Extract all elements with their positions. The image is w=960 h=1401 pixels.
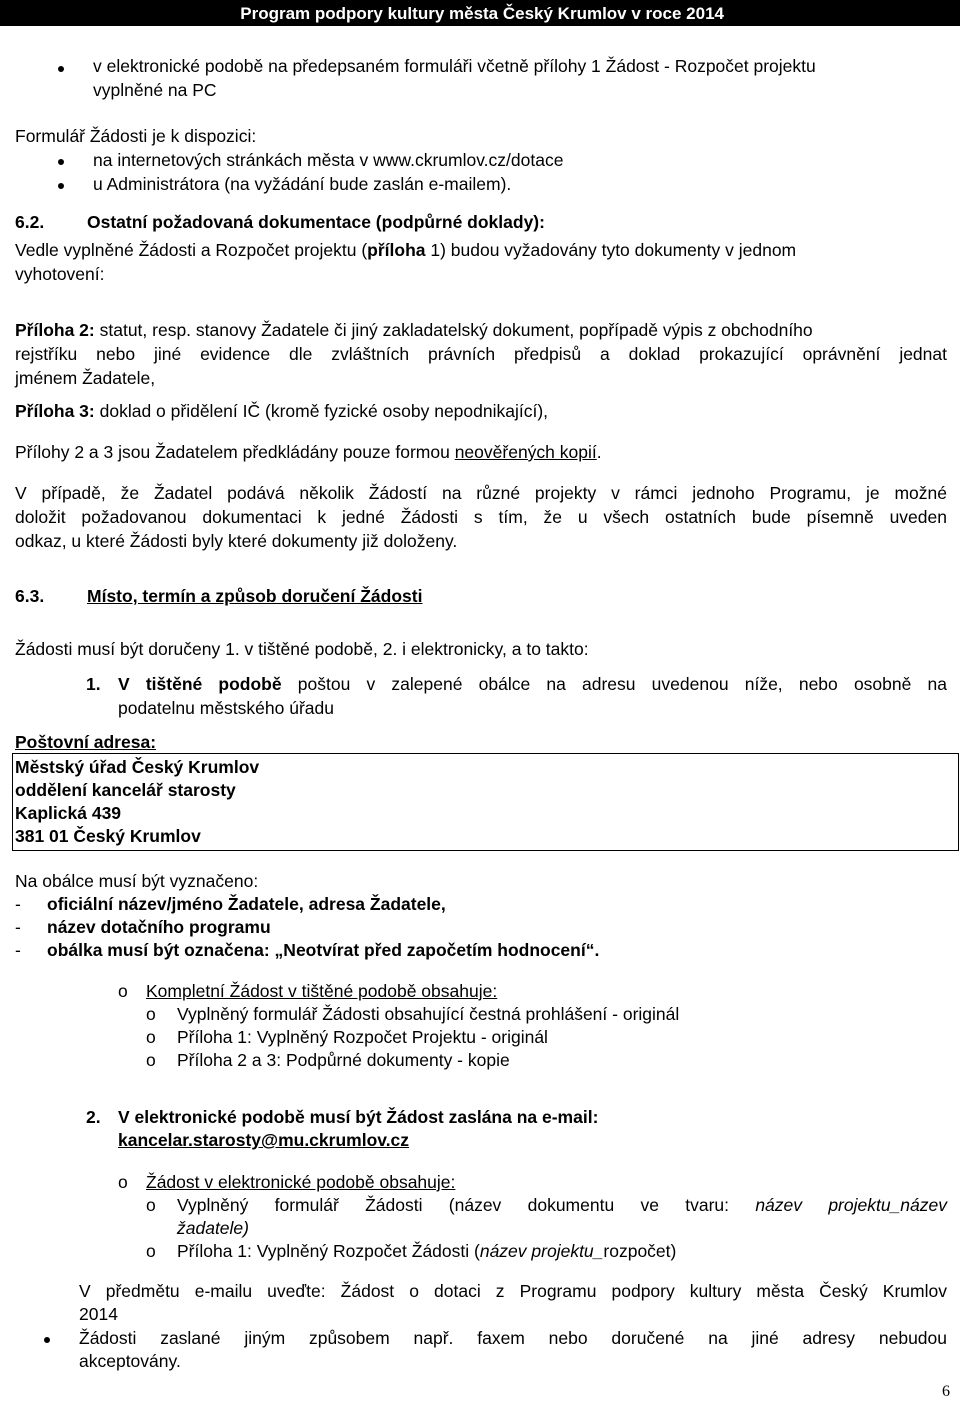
printed-item: Vyplněný formulář Žádosti obsahující čestná prohlášení - originál xyxy=(177,1004,680,1024)
paragraph-line: podatelnu městského úřadu xyxy=(118,698,334,718)
list-marker: o xyxy=(146,1050,156,1070)
address-line: Kaplická 439 xyxy=(15,803,122,823)
list-marker: o xyxy=(146,1027,156,1047)
electronic-heading: Žádost v elektronické podobě obsahuje: xyxy=(146,1172,456,1192)
bullet-dot xyxy=(58,66,64,72)
electronic-item: Příloha 1: Vyplněný Rozpočet Žádosti (název projektu_rozpočet) xyxy=(177,1241,677,1261)
list-number: 2. xyxy=(86,1107,101,1127)
address-line: Městský úřad Český Krumlov xyxy=(15,757,260,777)
paragraph-line: vyhotovení: xyxy=(15,264,105,284)
header-title: Program podpory kultury města Český Krumlov v roce 2014 xyxy=(240,4,724,23)
envelope-item: oficiální název/jméno Žadatele, adresa Žadatele, xyxy=(47,894,446,914)
dash-marker: - xyxy=(15,917,21,937)
printed-item: Příloha 2 a 3: Podpůrné dokumenty - kopie xyxy=(177,1050,510,1070)
paragraph-line: odkaz, u které Žádosti byly které dokumenty již doloženy. xyxy=(15,531,458,551)
form-availability-intro: Formulář Žádosti je k dispozici: xyxy=(15,126,257,146)
paragraph-line: rejstříku nebo jiné evidence dle zvláštních právních předpisů a doklad prokazující oprávnění jednat xyxy=(15,344,947,364)
electronic-item-cont: žadatele) xyxy=(177,1218,249,1238)
attachment-2-line: Příloha 2: statut, resp. stanovy Žadatele či jiný zakladatelský dokument, popřípadě výpis z obchodního xyxy=(15,320,813,340)
bullet-dot xyxy=(44,1337,50,1343)
delivery-intro: Žádosti musí být doručeny 1. v tištěné podobě, 2. i elektronicky, a to takto: xyxy=(15,639,589,659)
list-number: 1. xyxy=(86,674,101,694)
address-line: 381 01 Český Krumlov xyxy=(15,826,201,846)
paragraph-line: Vedle vyplněné Žádosti a Rozpočet projektu (příloha 1) budou vyžadovány tyto dokumenty v jednom xyxy=(15,240,797,260)
bullet-text: na internetových stránkách města v www.ckrumlov.cz/dotace xyxy=(93,150,564,170)
list-marker: o xyxy=(118,1172,128,1192)
bullet-dot xyxy=(58,159,64,165)
other-delivery-note-cont: akceptovány. xyxy=(79,1351,181,1371)
bullet-text: v elektronické podobě na předepsaném formuláři včetně přílohy 1 Žádost - Rozpočet projektu xyxy=(93,56,816,76)
subject-line-cont: 2014 xyxy=(79,1304,118,1324)
printed-heading: Kompletní Žádost v tištěné podobě obsahuje: xyxy=(146,981,498,1001)
delivery-item-2: V elektronické podobě musí být Žádost zaslána na e-mail: xyxy=(118,1107,599,1127)
other-delivery-note: Žádosti zaslané jiným způsobem např. faxem nebo doručené na jiné adresy nebudou xyxy=(79,1328,947,1348)
dash-marker: - xyxy=(15,894,21,914)
section-title: Místo, termín a způsob doručení Žádosti xyxy=(87,586,423,606)
email-address: kancelar.starosty@mu.ckrumlov.cz xyxy=(118,1130,410,1150)
list-marker: o xyxy=(146,1004,156,1024)
page-number: 6 xyxy=(942,1383,950,1400)
list-marker: o xyxy=(146,1195,156,1215)
copies-note: Přílohy 2 a 3 jsou Žadatelem předkládány pouze formou neověřených kopií. xyxy=(15,442,602,462)
dash-marker: - xyxy=(15,940,21,960)
subject-line: V předmětu e-mailu uveďte: Žádost o dotaci z Programu podpory kultury města Český Krumlov xyxy=(79,1281,947,1301)
paragraph-line: doložit požadovanou dokumentaci k jedné Žádosti s tím, že u všech ostatních bude písemně uveden xyxy=(15,507,947,527)
page-header xyxy=(0,0,960,26)
envelope-item: obálka musí být označena: „Neotvírat před započetím hodnocení“. xyxy=(47,940,600,960)
envelope-item: název dotačního programu xyxy=(47,917,271,937)
list-marker: o xyxy=(146,1241,156,1261)
bullet-text-cont: vyplněné na PC xyxy=(93,80,217,100)
address-line: oddělení kancelář starosty xyxy=(15,780,236,800)
attachment-3-line: Příloha 3: doklad o přidělení IČ (kromě fyzické osoby nepodnikající), xyxy=(15,401,549,421)
bullet-text: u Administrátora (na vyžádání bude zaslán e-mailem). xyxy=(93,174,512,194)
section-title: Ostatní požadovaná dokumentace (podpůrné doklady): xyxy=(87,212,545,232)
postal-label: Poštovní adresa: xyxy=(15,732,157,752)
paragraph-line: V případě, že Žadatel podává několik Žádostí na různé projekty v rámci jednoho Programu, je možné xyxy=(15,483,947,503)
envelope-intro: Na obálce musí být vyznačeno: xyxy=(15,871,259,891)
paragraph-line: jménem Žadatele, xyxy=(15,368,156,388)
section-number: 6.2. xyxy=(15,212,45,232)
list-marker: o xyxy=(118,981,128,1001)
bullet-dot xyxy=(58,183,64,189)
electronic-item: Vyplněný formulář Žádosti (název dokumentu ve tvaru: název projektu_název xyxy=(177,1195,948,1215)
delivery-item-1: V tištěné podobě poštou v zalepené obálce na adresu uvedenou níže, nebo osobně na xyxy=(118,674,947,694)
section-number: 6.3. xyxy=(15,586,45,606)
printed-item: Příloha 1: Vyplněný Rozpočet Projektu - originál xyxy=(177,1027,548,1047)
